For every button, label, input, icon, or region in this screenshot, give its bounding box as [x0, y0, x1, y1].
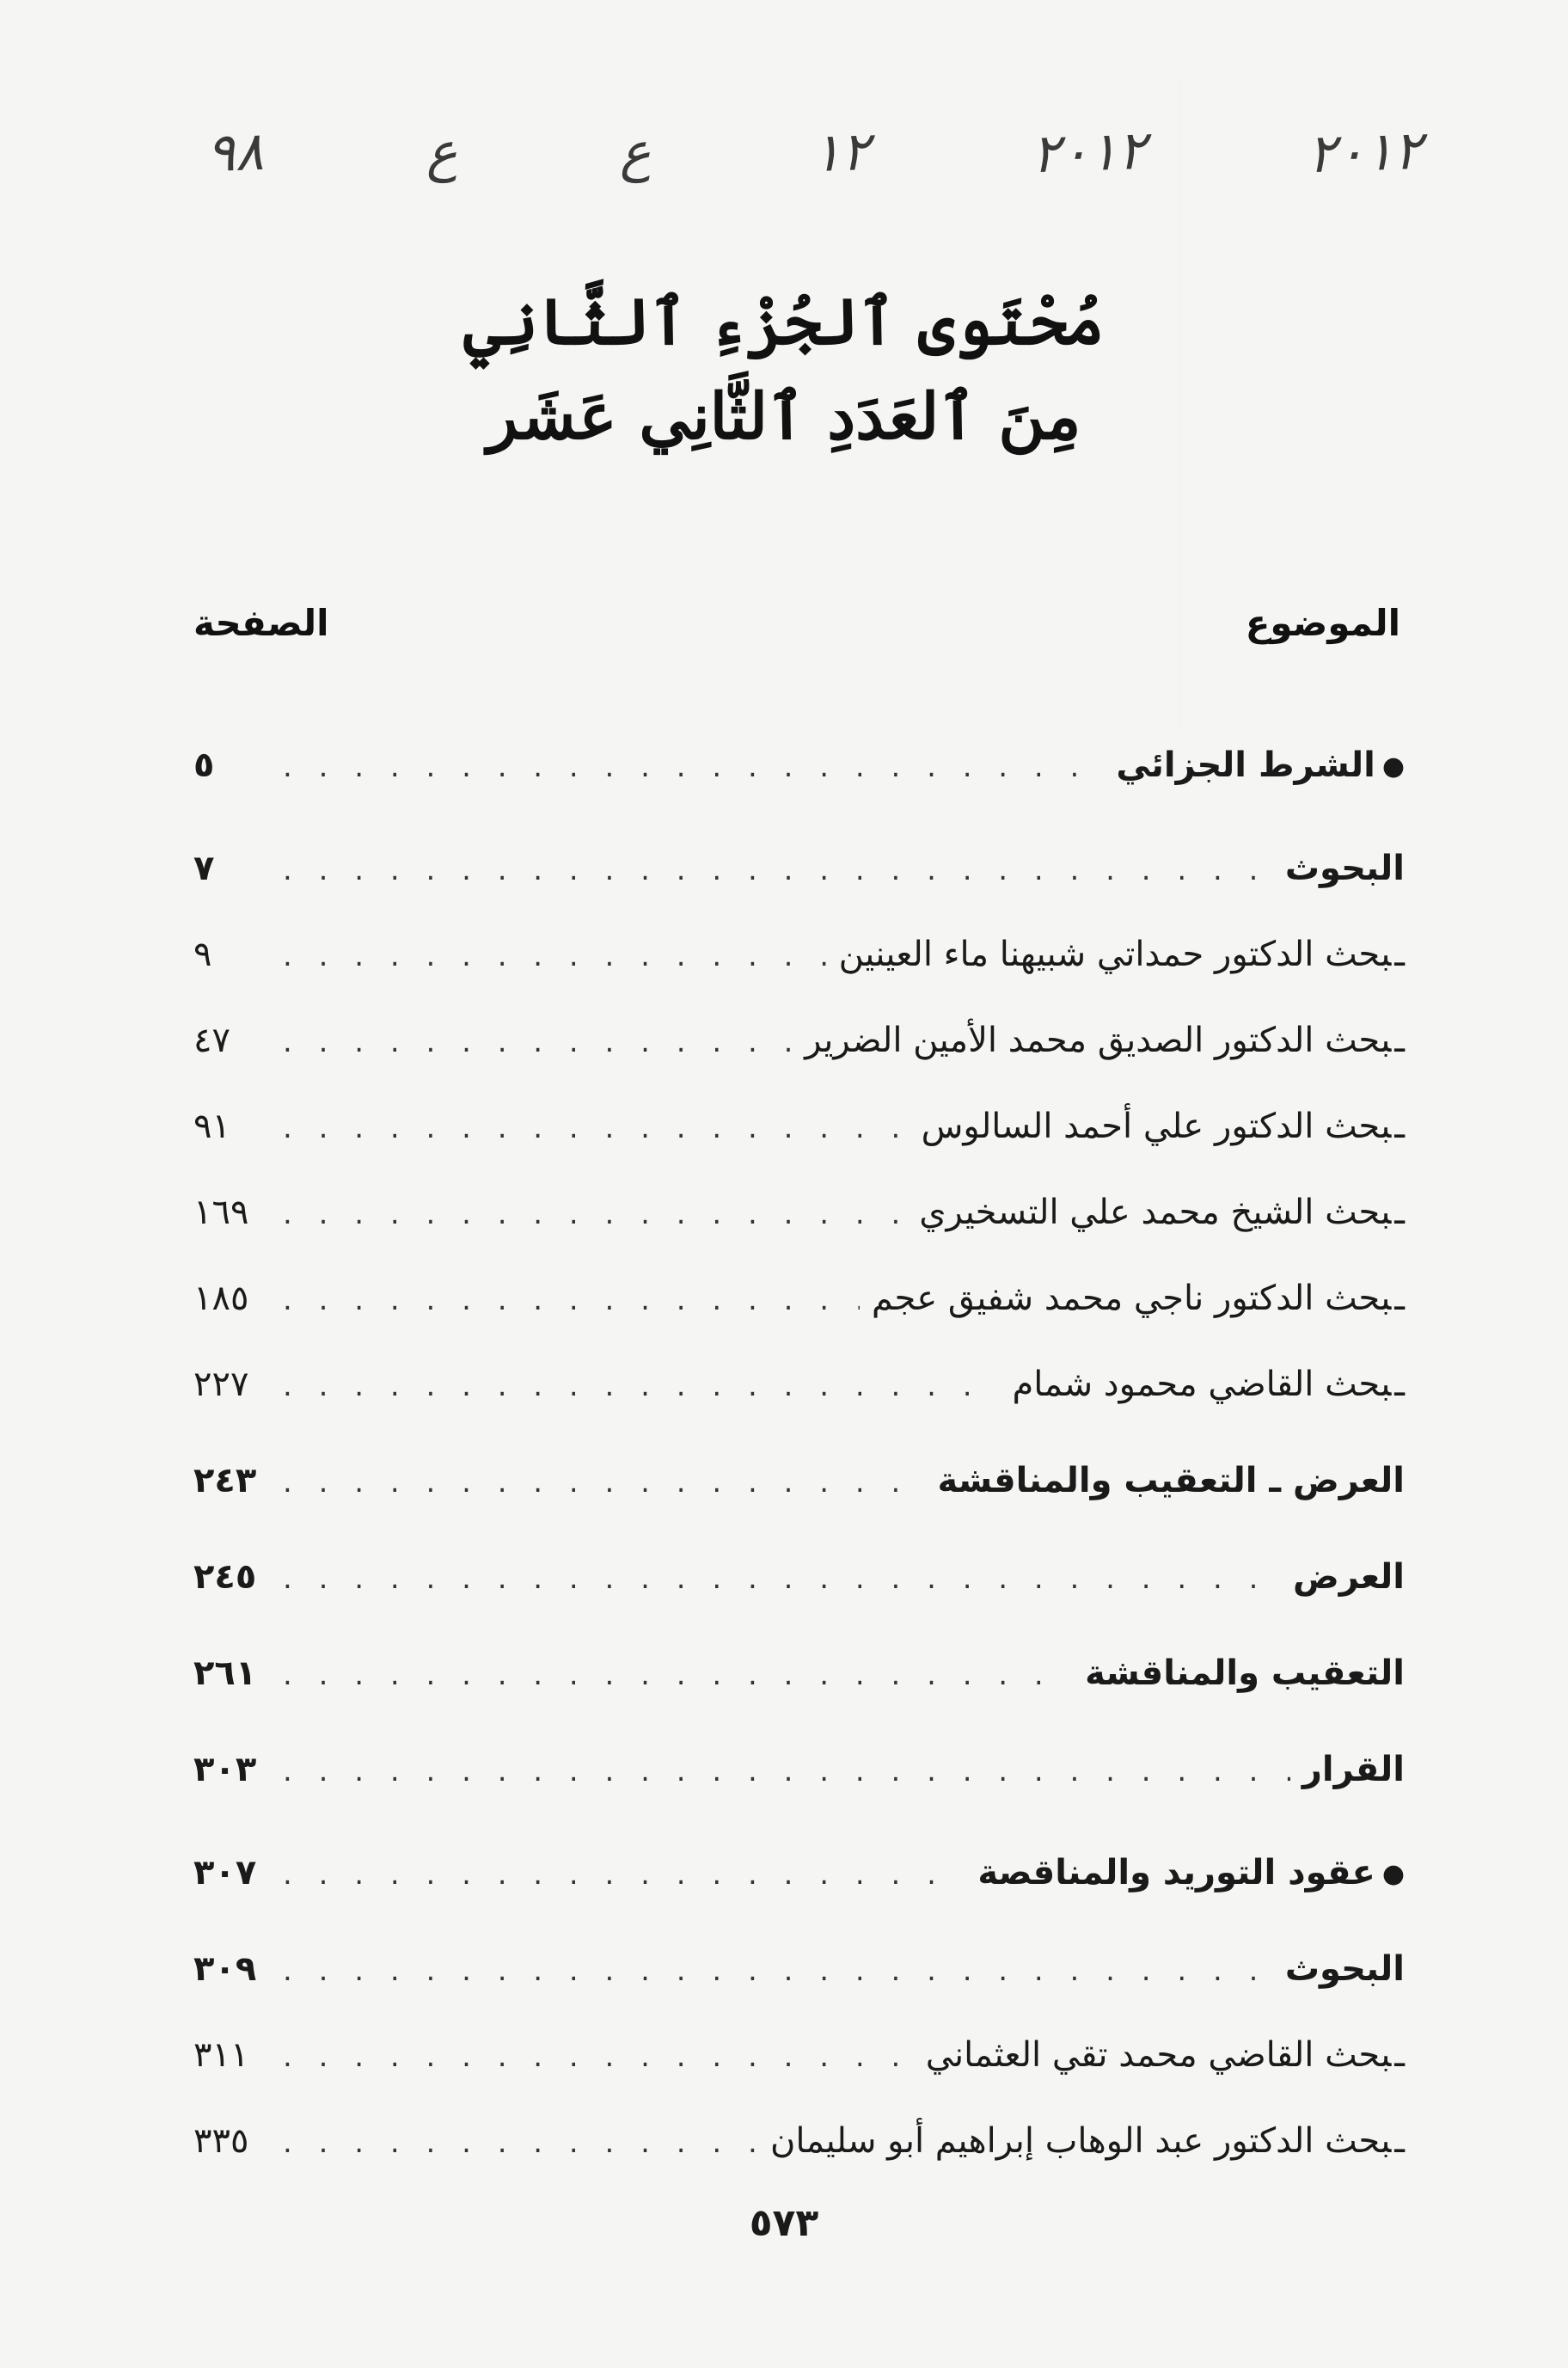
- entry-label: التعقيب والمناقشة: [1085, 1653, 1405, 1693]
- topic-header: الموضوع: [1245, 602, 1400, 644]
- toc-entry[interactable]: [193, 843, 1405, 894]
- toc-entry[interactable]: [193, 1359, 1405, 1410]
- entry-page: ١٦٩: [193, 1193, 249, 1232]
- entry-label: ـ بحث الدكتور علي أحمد السالوس: [910, 1101, 1405, 1152]
- spacer: [193, 791, 1405, 843]
- leader-dots: [283, 844, 1273, 896]
- spacer: [193, 1603, 1405, 1647]
- toc-entry[interactable]: [193, 1943, 1405, 1995]
- toc-entry[interactable]: [193, 2115, 1405, 2167]
- spacer: [193, 1410, 1405, 1455]
- entry-page: ٢٦١: [193, 1653, 257, 1693]
- entry-page: ٣٠٩: [193, 1949, 257, 1989]
- spacer: [193, 1899, 1405, 1943]
- entry-label: العرض ـ التعقيب والمناقشة: [937, 1461, 1405, 1500]
- toc-entry[interactable]: [193, 1015, 1405, 1066]
- leader-dots: [283, 2031, 914, 2083]
- handwritten-note: ع: [617, 120, 652, 184]
- entry-page: ٣٠٣: [193, 1750, 257, 1789]
- entry-page: ١٨٥: [193, 1279, 249, 1318]
- spacer: [193, 980, 1405, 1015]
- title-line-1: مُحْتَوى ٱلجُزْءِ ٱلثَّانِي: [463, 285, 1105, 359]
- entry-label: ـ بحث الدكتور ناجي محمد شفيق عجم: [860, 1273, 1405, 1324]
- entry-label: ـ بحث الشيخ محمد علي التسخيري: [907, 1187, 1405, 1238]
- entry-page: ٣٣٥: [193, 2121, 249, 2161]
- entry-label: ـ بحث الدكتور عبد الوهاب إبراهيم أبو سليمان: [758, 2115, 1405, 2167]
- entry-label: العرض: [1293, 1557, 1405, 1597]
- leader-dots: [283, 1102, 910, 1154]
- entry-label: ـ بحث الدكتور حمداتي شبيهنا ماء العينين: [827, 929, 1405, 980]
- entry-label: ● الشرط الجزائي: [1104, 739, 1405, 793]
- leader-dots: [283, 2117, 758, 2169]
- spacer: [193, 1795, 1405, 1847]
- entry-label: ● عقود التوريد والمناقصة: [965, 1847, 1405, 1900]
- entry-page: ٣٠٧: [193, 1853, 257, 1893]
- entry-label: ـ بحث الدكتور الصديق محمد الأمين الضرير: [793, 1015, 1405, 1066]
- page-number: ٥٧٣: [749, 2201, 819, 2245]
- entry-page: ٣١١: [193, 2035, 249, 2075]
- spacer: [193, 1066, 1405, 1101]
- entry-page: ٢٤٣: [193, 1461, 257, 1500]
- spacer: [193, 1152, 1405, 1187]
- toc-entry[interactable]: [193, 1647, 1405, 1699]
- handwritten-note: ع: [424, 120, 458, 184]
- handwritten-note: ٢٠١٢: [1306, 118, 1424, 186]
- leader-dots: [283, 1945, 1273, 1997]
- leader-dots: [283, 1745, 1290, 1797]
- leader-dots: [283, 1360, 1001, 1412]
- page-header: الصفحة: [193, 602, 329, 644]
- entry-page: ٧: [193, 849, 215, 888]
- handwritten-note: ٩٨: [205, 119, 265, 185]
- leader-dots: [283, 1649, 1073, 1701]
- table-of-contents: [193, 739, 1405, 2167]
- spacer: [193, 1238, 1405, 1273]
- toc-entry[interactable]: [193, 1551, 1405, 1603]
- toc-entry[interactable]: [193, 1187, 1405, 1238]
- entry-label: القرار: [1302, 1750, 1405, 1789]
- entry-page: ٩: [193, 935, 212, 974]
- toc-entry[interactable]: [193, 929, 1405, 980]
- leader-dots: [283, 1274, 860, 1326]
- entry-label: البحوث: [1284, 849, 1405, 888]
- entry-page: ٩١: [193, 1107, 230, 1146]
- toc-entry[interactable]: [193, 1455, 1405, 1506]
- page-title: [0, 275, 1568, 464]
- leader-dots: [283, 1188, 907, 1240]
- toc-entry[interactable]: [193, 2029, 1405, 2081]
- toc-entry[interactable]: [193, 1101, 1405, 1152]
- leader-dots: [283, 1553, 1281, 1604]
- title-line-2: مِنَ ٱلعَدَدِ ٱلثَّانِي عَشَر: [487, 380, 1081, 454]
- spacer: [193, 1699, 1405, 1744]
- entry-label: البحوث: [1284, 1949, 1405, 1989]
- entry-label: ـ بحث القاضي محمد تقي العثماني: [914, 2029, 1405, 2081]
- spacer: [193, 1506, 1405, 1551]
- toc-entry[interactable]: [193, 1744, 1405, 1795]
- entry-page: ٢٢٧: [193, 1365, 249, 1404]
- entry-page: ٥: [193, 745, 215, 785]
- spacer: [193, 2081, 1405, 2115]
- leader-dots: [283, 1016, 793, 1068]
- handwritten-note: ٢٠١٢: [1030, 118, 1147, 186]
- toc-entry[interactable]: [193, 739, 1405, 791]
- handwritten-annotations: [205, 118, 1424, 186]
- column-headers: [193, 602, 1400, 644]
- entry-page: ٢٤٥: [193, 1557, 257, 1597]
- leader-dots: [283, 1849, 965, 1900]
- handwritten-note: ١٢: [811, 119, 871, 185]
- leader-dots: [283, 1457, 926, 1508]
- leader-dots: [283, 930, 827, 982]
- leader-dots: [283, 741, 1104, 793]
- toc-entry[interactable]: [193, 1847, 1405, 1899]
- spacer: [193, 1995, 1405, 2029]
- toc-entry[interactable]: [193, 1273, 1405, 1324]
- spacer: [193, 894, 1405, 929]
- spacer: [193, 1324, 1405, 1359]
- entry-label: ـ بحث القاضي محمود شمام: [1001, 1359, 1406, 1410]
- entry-page: ٤٧: [193, 1021, 230, 1060]
